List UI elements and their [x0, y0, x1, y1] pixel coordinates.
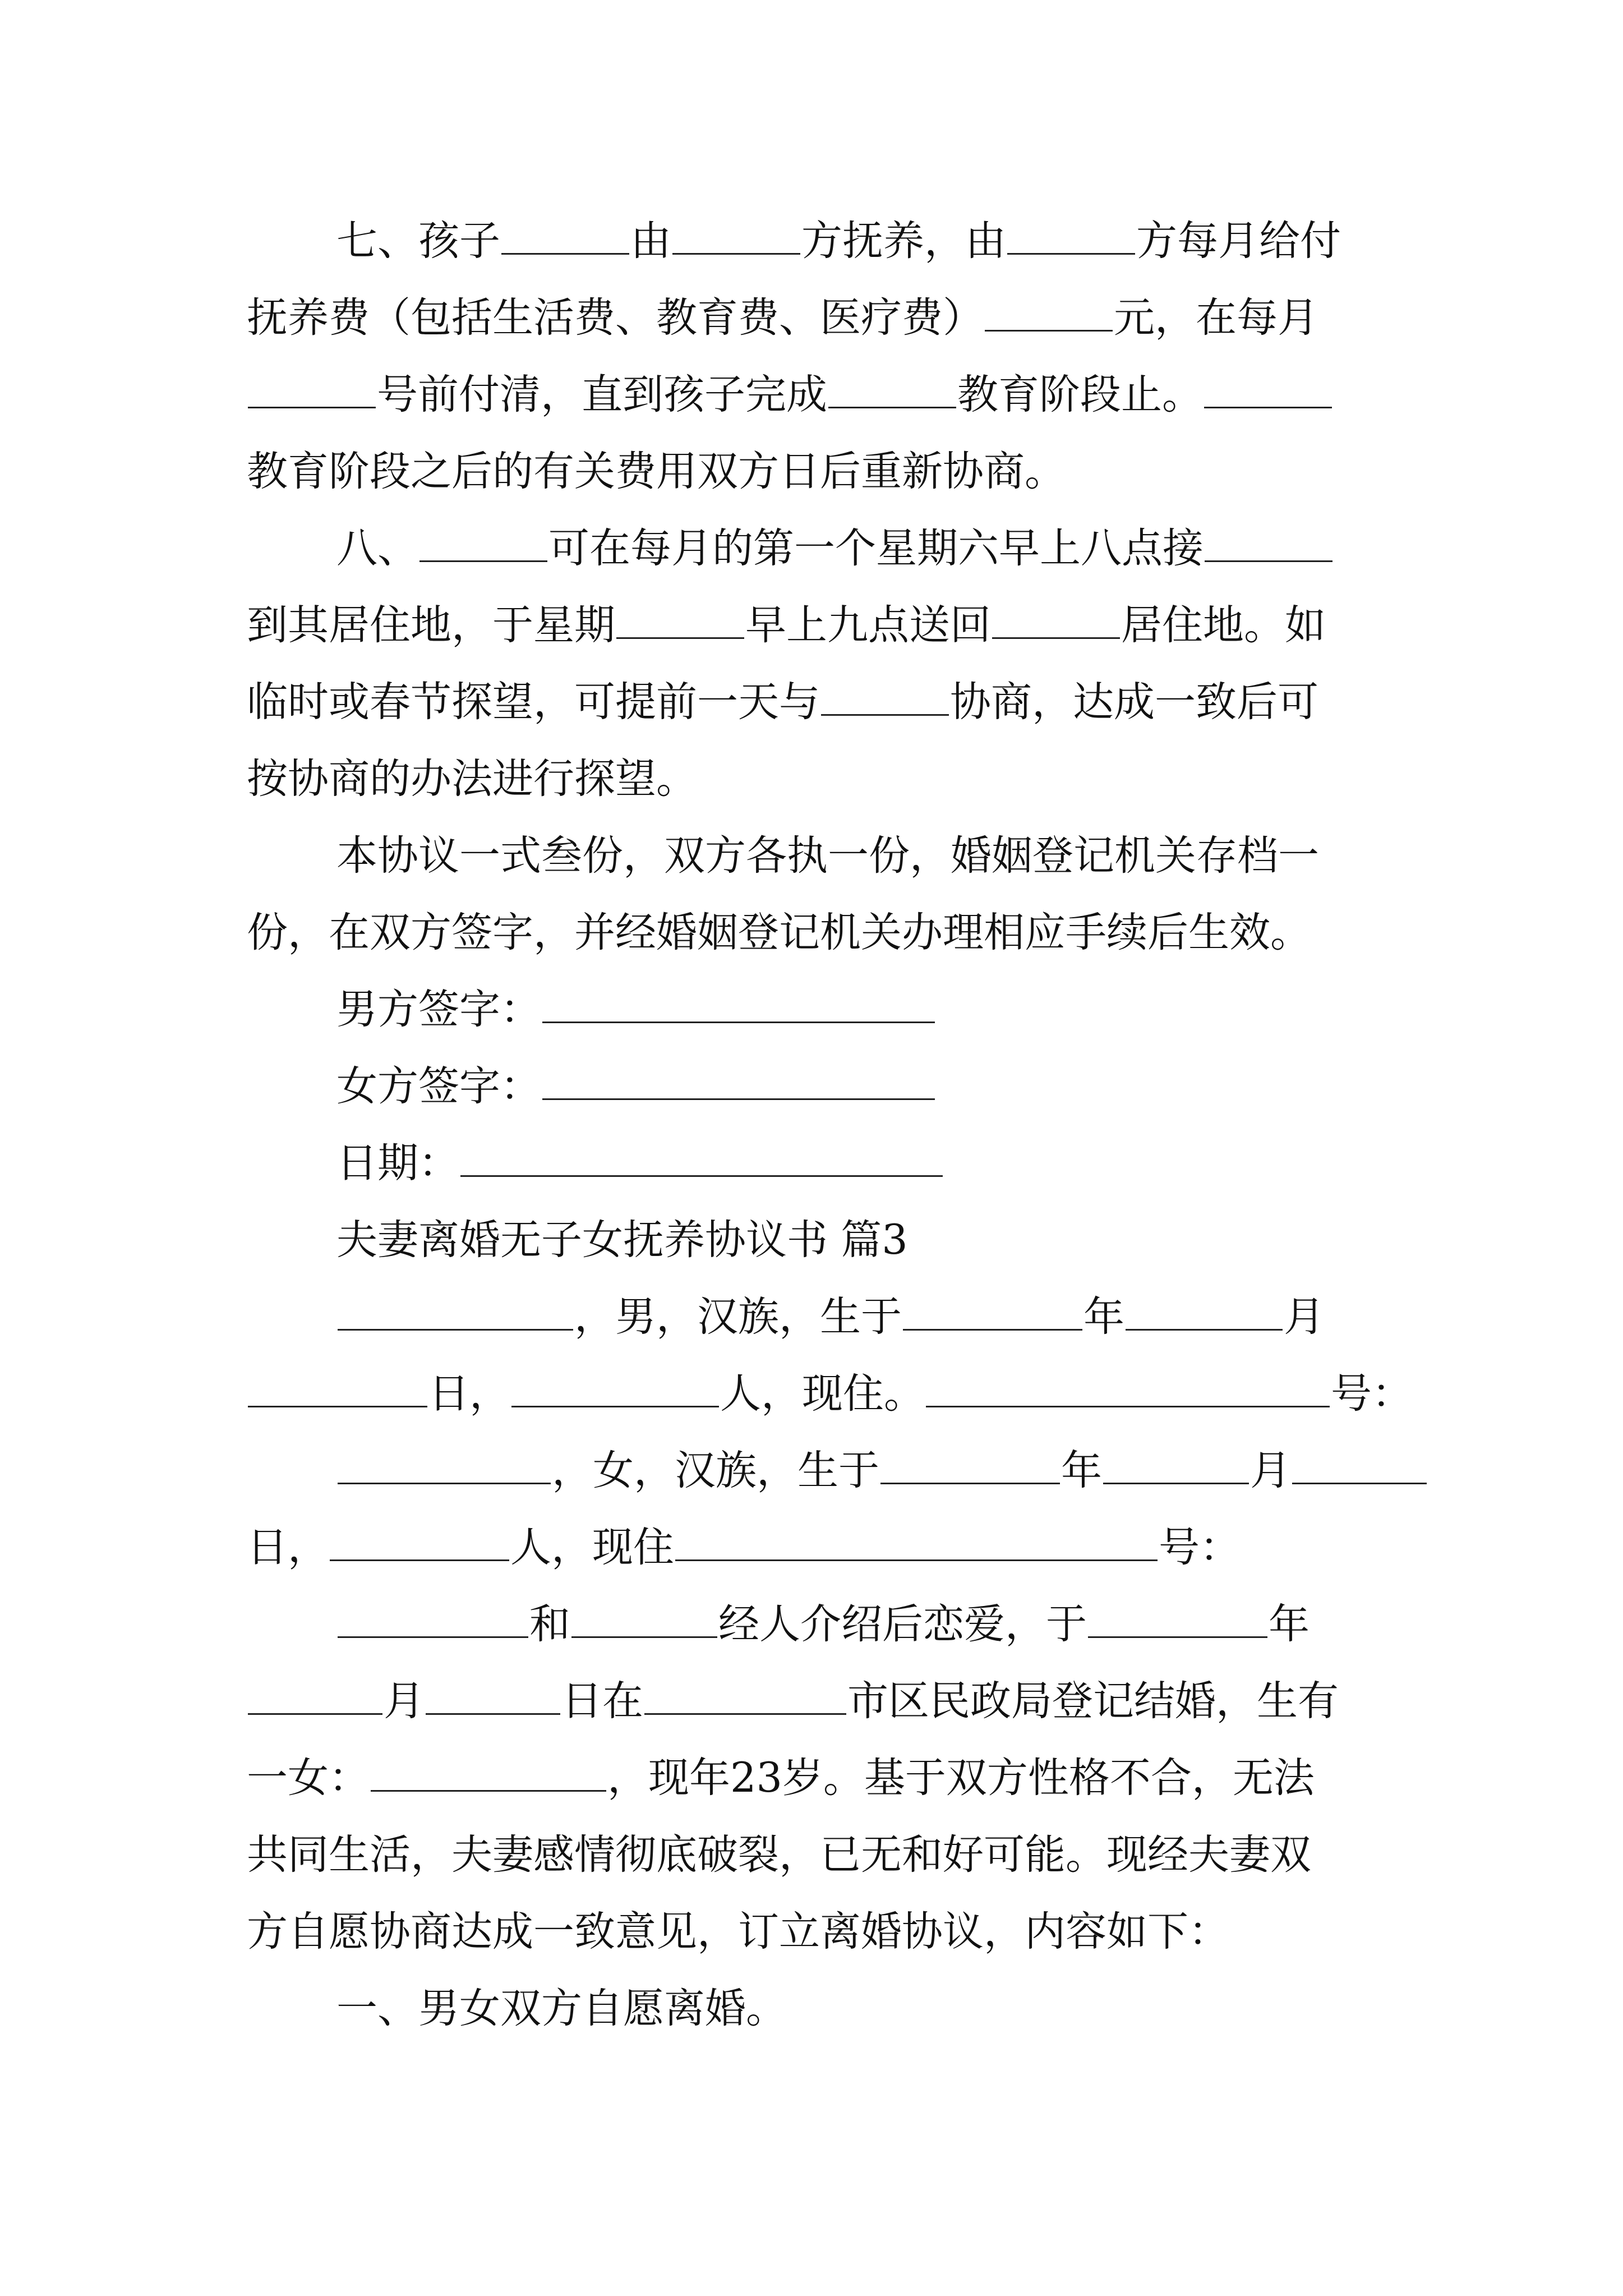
- fill-in-blank: [1205, 526, 1332, 562]
- fill-in-blank: [371, 1755, 606, 1792]
- text-segment: 月: [1284, 1293, 1325, 1341]
- fill-in-blank: [992, 602, 1120, 639]
- fill-in-blank: [1292, 1448, 1427, 1484]
- text-segment: 月: [384, 1677, 425, 1725]
- text-segment: 方抚养，由: [801, 217, 1006, 265]
- text-segment: ，男，汉族，生于: [574, 1293, 902, 1341]
- text-segment: 可在每月的第一个星期六早上八点接: [548, 524, 1204, 572]
- text-segment: 年: [1061, 1447, 1102, 1494]
- text-segment: 年: [1083, 1293, 1124, 1341]
- text-segment: 日，: [247, 1524, 329, 1571]
- fill-in-blank: [821, 679, 949, 716]
- text-segment: 年: [1269, 1600, 1310, 1648]
- text-segment: 日在: [561, 1677, 643, 1725]
- text-segment: 一、男女双方自愿离婚。: [336, 1985, 787, 2032]
- text-segment: 早上九点送回: [745, 601, 991, 649]
- fill-in-blank: [501, 218, 629, 255]
- text-line: [247, 1904, 1229, 1960]
- text-line: [247, 597, 1326, 654]
- fill-in-blank: [338, 1602, 528, 1638]
- text-segment: 和: [529, 1600, 570, 1648]
- text-line: [247, 905, 1311, 961]
- fill-in-blank: [644, 1678, 846, 1715]
- fill-in-blank: [248, 1678, 382, 1715]
- fill-in-blank: [1103, 1448, 1249, 1484]
- text-segment: 夫妻离婚无子女抚养协议书 篇3: [336, 1216, 908, 1264]
- text-line: [336, 1212, 908, 1268]
- text-segment: 教育阶段之后的有关费用双方日后重新协商。: [247, 448, 1066, 495]
- text-segment: 方自愿协商达成一致意见，订立离婚协议，内容如下：: [247, 1908, 1229, 1955]
- text-segment: 日，: [428, 1370, 510, 1418]
- fill-in-blank: [1088, 1602, 1267, 1638]
- text-line: [336, 1059, 936, 1115]
- text-segment: 居住地。如: [1121, 601, 1326, 649]
- text-segment: 抚养费（包括生活费、教育费、医疗费）: [247, 294, 984, 342]
- text-segment: 临时或春节探望，可提前一天与: [247, 678, 820, 726]
- fill-in-blank: [926, 1371, 1330, 1407]
- fill-in-blank: [419, 526, 547, 562]
- text-segment: 八、: [336, 524, 418, 572]
- text-segment: 经人介绍后恋爱，于: [718, 1600, 1087, 1648]
- text-segment: 由: [630, 217, 671, 265]
- text-segment: 人，现住。: [720, 1370, 925, 1418]
- text-line: [247, 367, 1333, 423]
- text-segment: 按协商的办法进行探望。: [247, 755, 697, 803]
- fill-in-blank: [330, 1525, 509, 1561]
- text-line: [336, 213, 1341, 269]
- text-segment: ，女，汉族，生于: [552, 1447, 879, 1494]
- text-segment: 方每月给付: [1136, 217, 1341, 265]
- text-line: [247, 1673, 1339, 1729]
- fill-in-blank: [1007, 218, 1135, 255]
- text-segment: 号前付清，直到孩子完成: [377, 371, 827, 418]
- text-segment: 月: [1250, 1447, 1291, 1494]
- fill-in-blank: [248, 1371, 427, 1407]
- text-segment: 协商，达成一致后可: [950, 678, 1318, 726]
- text-line: [336, 1981, 787, 2037]
- text-segment: 一女：: [247, 1754, 370, 1802]
- text-segment: 日期：: [336, 1139, 459, 1187]
- text-segment: 市区民政局登记结婚，生有: [847, 1677, 1339, 1725]
- fill-in-blank: [338, 1448, 551, 1484]
- text-line: [336, 1135, 944, 1191]
- text-segment: 教育阶段止。: [957, 371, 1203, 418]
- text-line: [247, 1366, 1413, 1422]
- fill-in-blank: [828, 372, 956, 408]
- fill-in-blank: [460, 1140, 943, 1177]
- fill-in-blank: [571, 1602, 717, 1638]
- text-line: [247, 444, 1066, 500]
- text-line: [247, 290, 1318, 346]
- text-line: [247, 1827, 1311, 1883]
- text-segment: 七、孩子: [336, 217, 500, 265]
- fill-in-blank: [1126, 1294, 1283, 1331]
- text-segment: 号：: [1331, 1370, 1413, 1418]
- text-segment: 共同生活，夫妻感情彻底破裂，已无和好可能。现经夫妻双: [247, 1831, 1311, 1879]
- text-line: [336, 1596, 1310, 1653]
- text-segment: 份，在双方签字，并经婚姻登记机关办理相应手续后生效。: [247, 909, 1311, 956]
- text-segment: 男方签字：: [336, 986, 541, 1033]
- fill-in-blank: [248, 372, 376, 408]
- text-segment: 到其居住地，于星期: [247, 601, 615, 649]
- text-line: [336, 1443, 1428, 1499]
- text-segment: 号：: [1159, 1524, 1241, 1571]
- text-line: [247, 1520, 1241, 1576]
- fill-in-blank: [426, 1678, 560, 1715]
- fill-in-blank: [511, 1371, 719, 1407]
- text-segment: 人，现住: [510, 1524, 674, 1571]
- text-line: [336, 521, 1334, 577]
- text-segment: 女方签字：: [336, 1062, 541, 1110]
- fill-in-blank: [985, 295, 1113, 332]
- text-line: [336, 982, 936, 1038]
- text-line: [336, 1289, 1325, 1345]
- fill-in-blank: [903, 1294, 1082, 1331]
- text-segment: 本协议一式叁份，双方各执一份，婚姻登记机关存档一: [336, 832, 1319, 880]
- text-line: [247, 1750, 1315, 1806]
- fill-in-blank: [338, 1294, 573, 1331]
- fill-in-blank: [1204, 372, 1332, 408]
- fill-in-blank: [542, 1064, 935, 1100]
- text-segment: ，现年23岁。基于双方性格不合，无法: [607, 1754, 1315, 1802]
- fill-in-blank: [675, 1525, 1158, 1561]
- fill-in-blank: [616, 602, 744, 639]
- text-line: [247, 674, 1318, 730]
- text-segment: 元，在每月: [1114, 294, 1318, 342]
- text-line: [247, 751, 697, 807]
- fill-in-blank: [880, 1448, 1060, 1484]
- fill-in-blank: [542, 987, 935, 1023]
- text-line: [336, 828, 1319, 884]
- fill-in-blank: [672, 218, 800, 255]
